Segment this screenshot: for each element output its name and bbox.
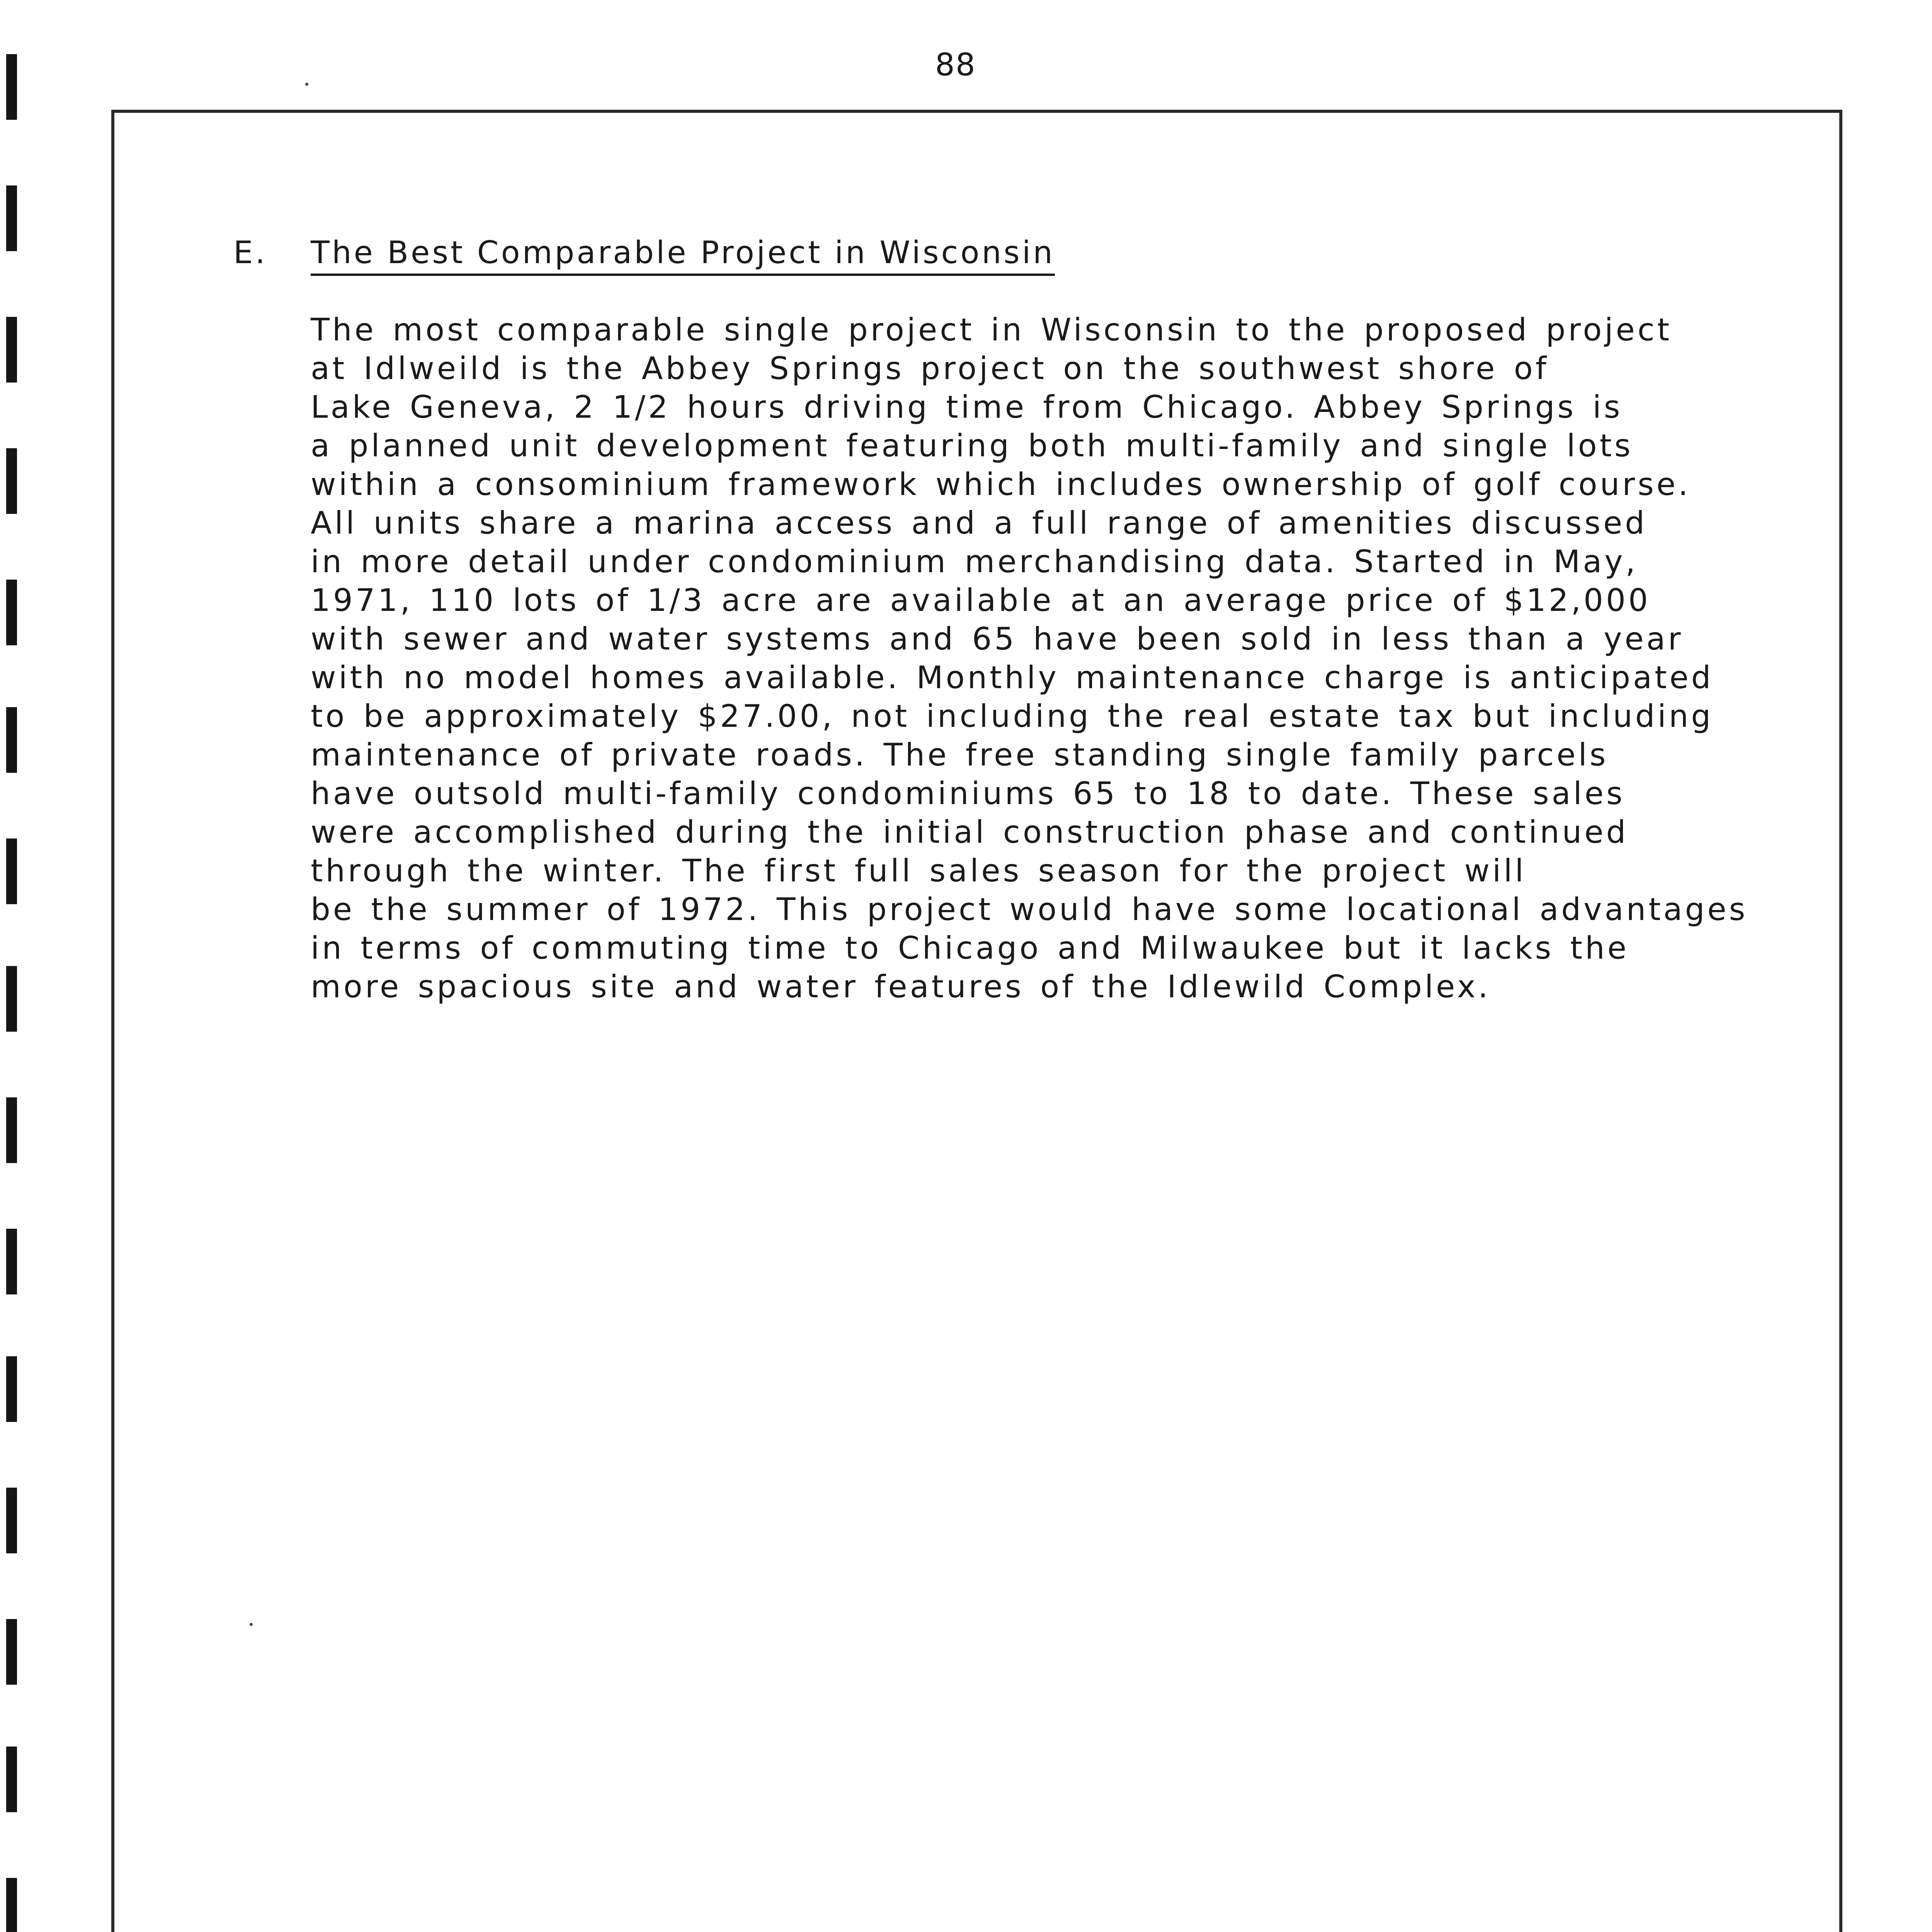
text-line: to be approximately $27.00, not including the real estate tax but including [311, 698, 1714, 734]
binder-punch-mark [6, 707, 17, 773]
page-number: 88 [935, 47, 976, 83]
binder-punch-mark [6, 1097, 17, 1163]
text-line: in terms of commuting time to Chicago and Milwaukee but it lacks the [311, 930, 1629, 966]
text-line: more spacious site and water features of the Idlewild Complex. [311, 969, 1491, 1005]
text-line: maintenance of private roads. The free standing single family parcels [311, 737, 1609, 773]
binder-punch-mark [6, 54, 17, 120]
section-title: The Best Comparable Project in Wisconsin [311, 233, 1055, 276]
section-letter: E. [233, 235, 267, 270]
binder-punch-mark [6, 1488, 17, 1553]
binder-punch-mark [6, 1619, 17, 1685]
binder-punch-mark [6, 185, 17, 251]
text-line: were accomplished during the initial construction phase and continued [311, 814, 1629, 850]
scan-speck [250, 1623, 253, 1626]
text-line: at Idlweild is the Abbey Springs project on the southwest shore of [311, 350, 1549, 386]
text-line: with no model homes available. Monthly maintenance charge is anticipated [311, 660, 1714, 696]
text-line: The most comparable single project in Wisconsin to the proposed project [311, 312, 1672, 348]
text-line: be the summer of 1972. This project would have some locational advantages [311, 891, 1748, 927]
text-line: All units share a marina access and a full range of amenities discussed [311, 505, 1648, 541]
text-line: Lake Geneva, 2 1/2 hours driving time from Chicago. Abbey Springs is [311, 389, 1623, 425]
text-line: within a consominium framework which includes ownership of golf course. [311, 466, 1691, 502]
binder-punch-mark [6, 1356, 17, 1422]
binder-punch-mark [6, 1878, 17, 1932]
binder-punch-mark [6, 838, 17, 904]
body-paragraph [311, 311, 1818, 1006]
text-line: a planned unit development featuring both multi-family and single lots [311, 428, 1633, 464]
text-line: have outsold multi-family condominiums 65 to 18 to date. These sales [311, 776, 1625, 811]
binder-punch-mark [6, 966, 17, 1032]
text-line: in more detail under condominium merchandising data. Started in May, [311, 544, 1638, 580]
text-line: 1971, 110 lots of 1/3 acre are available at an average price of $12,000 [311, 582, 1651, 618]
binder-punch-mark [6, 580, 17, 645]
binder-punch-mark [6, 1229, 17, 1294]
scan-speck [305, 83, 308, 86]
text-line: through the winter. The first full sales season for the project will [311, 853, 1526, 889]
binder-punch-mark [6, 448, 17, 514]
binder-punch-mark [6, 317, 17, 383]
text-line: with sewer and water systems and 65 have been sold in less than a year [311, 621, 1684, 657]
binder-punch-mark [6, 1747, 17, 1812]
